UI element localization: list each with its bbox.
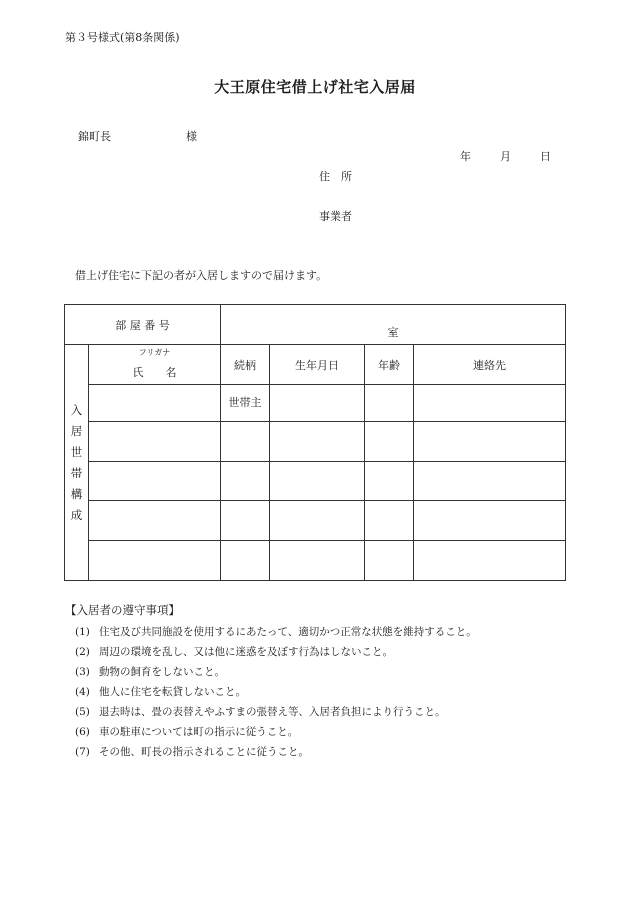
name-cell[interactable]	[89, 385, 221, 422]
table-row	[65, 541, 566, 581]
contact-cell[interactable]	[414, 541, 566, 581]
contact-cell[interactable]	[414, 501, 566, 541]
date-year-label: 年	[460, 150, 471, 163]
room-number-field[interactable]	[221, 305, 566, 345]
name-cell[interactable]	[89, 462, 221, 501]
rule-item: (5) 退去時は、畳の表替えやふすまの張替え等、入居者負担により行うこと。	[75, 706, 446, 718]
rules-heading: 【入居者の遵守事項】	[65, 603, 180, 617]
address-label: 住 所	[319, 170, 352, 183]
birthdate-cell[interactable]	[270, 462, 365, 501]
table-row	[65, 462, 566, 501]
relation-cell[interactable]	[221, 462, 270, 501]
contact-column-header: 連絡先	[414, 345, 566, 385]
contact-cell[interactable]	[414, 385, 566, 422]
relation-cell[interactable]	[221, 385, 270, 422]
age-column-header: 年齢	[365, 345, 414, 385]
addressee-honorific: 様	[186, 130, 197, 143]
birthdate-cell[interactable]	[270, 385, 365, 422]
side-label-text: 入 居 世 帯 構 成	[70, 402, 83, 522]
residents-table	[64, 304, 566, 581]
addressee-name: 錦町長	[78, 130, 111, 143]
relation-cell[interactable]	[221, 501, 270, 541]
age-cell[interactable]	[365, 422, 414, 462]
business-label: 事業者	[319, 210, 352, 223]
age-cell[interactable]	[365, 385, 414, 422]
table-row	[65, 501, 566, 541]
date-month-label: 月	[500, 150, 511, 163]
age-cell[interactable]	[365, 541, 414, 581]
rule-item: (2) 周辺の環境を乱し、又は他に迷惑を及ぼす行為はしないこと。	[75, 646, 393, 658]
name-column-header	[89, 345, 221, 385]
table-row	[65, 422, 566, 462]
birthdate-column-header: 生年月日	[270, 345, 365, 385]
name-cell[interactable]	[89, 422, 221, 462]
age-cell[interactable]	[365, 462, 414, 501]
contact-cell[interactable]	[414, 422, 566, 462]
room-number-label: 部 屋 番 号	[65, 305, 221, 345]
room-row	[65, 305, 566, 345]
table-row	[65, 385, 566, 422]
header-row	[65, 345, 566, 385]
room-suffix: 室	[387, 326, 399, 339]
name-cell[interactable]	[89, 501, 221, 541]
birthdate-cell[interactable]	[270, 541, 365, 581]
age-cell[interactable]	[365, 501, 414, 541]
date-day-label: 日	[540, 150, 551, 163]
name-cell[interactable]	[89, 541, 221, 581]
head-of-household-text: 世帯主	[228, 396, 262, 409]
rule-item: (7) その他、町長の指示されることに従うこと。	[75, 746, 309, 758]
rule-item: (6) 車の駐車については町の指示に従うこと。	[75, 726, 299, 738]
furigana-label: フリガナ	[138, 347, 171, 357]
statement: 借上げ住宅に下記の者が入居しますので届けます。	[75, 269, 328, 282]
relation-cell[interactable]	[221, 541, 270, 581]
rule-item: (3) 動物の飼育をしないこと。	[75, 666, 225, 678]
rule-item: (1) 住宅及び共同施設を使用するにあたって、適切かつ正常な状態を維持すること。	[75, 626, 477, 638]
relation-column-header: 続柄	[221, 345, 270, 385]
name-label: 氏 名	[132, 365, 177, 379]
birthdate-cell[interactable]	[270, 422, 365, 462]
document-title: 大王原住宅借上げ社宅入居届	[214, 78, 416, 96]
birthdate-cell[interactable]	[270, 501, 365, 541]
relation-cell[interactable]	[221, 422, 270, 462]
contact-cell[interactable]	[414, 462, 566, 501]
form-number: 第３号様式(第8条関係)	[65, 31, 180, 44]
rule-item: (4) 他人に住宅を転貸しないこと。	[75, 686, 246, 698]
household-members-label	[65, 345, 89, 581]
